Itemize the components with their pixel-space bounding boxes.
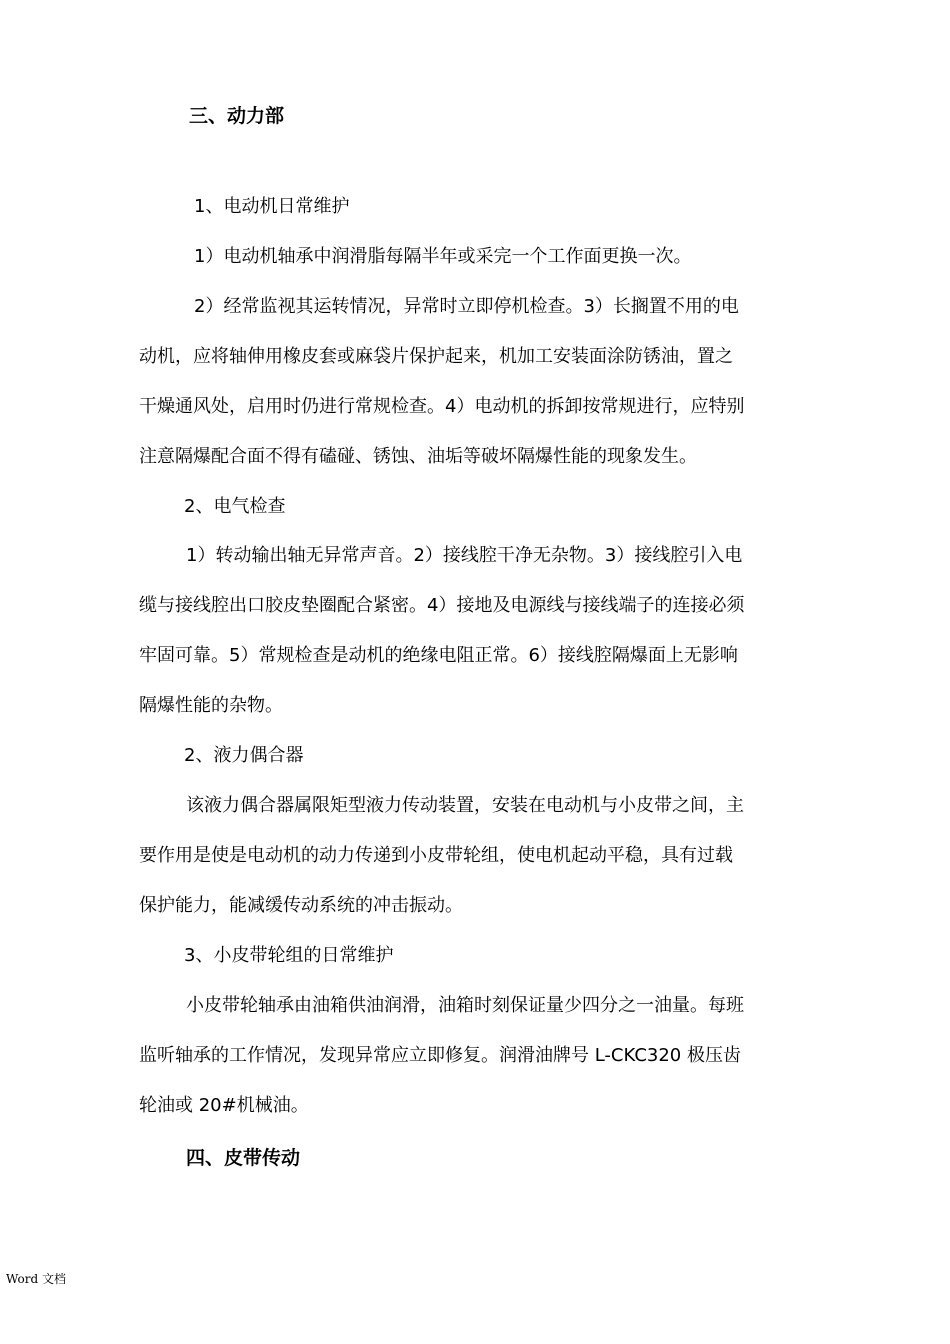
- subsection-title: 2、电气检查: [184, 496, 286, 517]
- paragraph-line: 轮油或 20#机械油。: [139, 1095, 309, 1116]
- paragraph-line: 牢固可靠。5）常规检查是动机的绝缘电阻正常。6）接线腔隔爆面上无影响: [139, 645, 738, 666]
- section-title-power: 三、动力部: [189, 105, 285, 127]
- paragraph-line: 1）电动机轴承中润滑脂每隔半年或采完一个工作面更换一次。: [194, 246, 692, 267]
- paragraph-line: 1、电动机日常维护: [194, 196, 350, 217]
- paragraph-line: 该液力偶合器属限矩型液力传动装置，安装在电动机与小皮带之间，主: [186, 795, 744, 816]
- paragraph-line: 缆与接线腔出口胶皮垫圈配合紧密。4）接地及电源线与接线端子的连接必须: [139, 595, 745, 616]
- section-title-belt: 四、皮带传动: [186, 1147, 301, 1169]
- subsection-title: 3、小皮带轮组的日常维护: [184, 945, 394, 966]
- paragraph-line: 注意隔爆配合面不得有磕碰、锈蚀、油垢等破坏隔爆性能的现象发生。: [139, 446, 697, 467]
- subsection-title: 2、液力偶合器: [184, 745, 304, 766]
- footer-label: Word 文档: [6, 1272, 66, 1286]
- paragraph-line: 保护能力，能减缓传动系统的冲击振动。: [139, 895, 463, 916]
- paragraph-line: 监听轴承的工作情况，发现异常应立即修复。润滑油牌号 L-CKC320 极压齿: [139, 1045, 741, 1066]
- paragraph-line: 小皮带轮轴承由油箱供油润滑，油箱时刻保证量少四分之一油量。每班: [186, 995, 744, 1016]
- paragraph-line: 1）转动输出轴无异常声音。2）接线腔干净无杂物。3）接线腔引入电: [186, 545, 743, 566]
- paragraph-line: 2）经常监视其运转情况，异常时立即停机检查。3）长搁置不用的电: [194, 296, 739, 317]
- paragraph-line: 动机，应将轴伸用橡皮套或麻袋片保护起来，机加工安装面涂防锈油，置之: [139, 346, 733, 367]
- paragraph-line: 隔爆性能的杂物。: [139, 695, 283, 716]
- paragraph-line: 干燥通风处，启用时仍进行常规检查。4）电动机的拆卸按常规进行，应特别: [139, 396, 745, 417]
- paragraph-line: 要作用是使是电动机的动力传递到小皮带轮组，使电机起动平稳，具有过载: [139, 845, 733, 866]
